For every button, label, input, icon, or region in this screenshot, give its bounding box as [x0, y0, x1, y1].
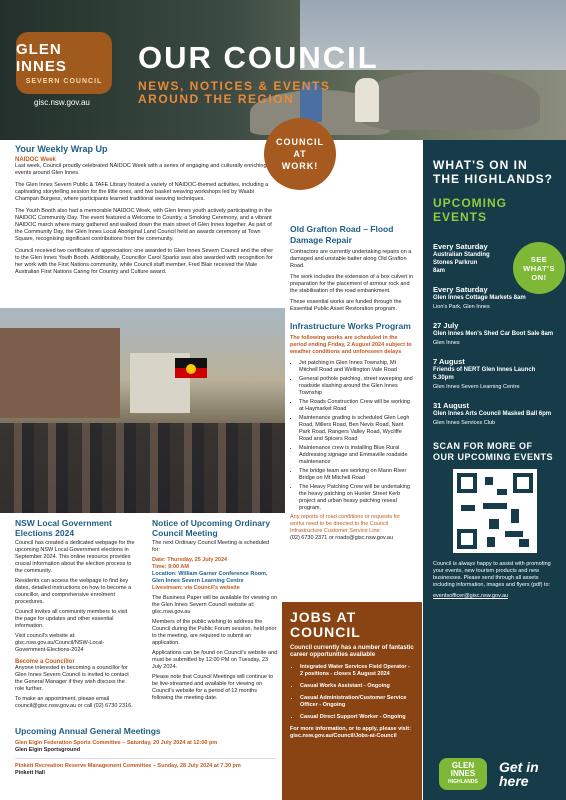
list-item: • Jet patching in Glen Innes Township, Mt Mitchell Road and Wellington Vale Road [299, 360, 415, 374]
meeting-location: Location: William Garner Conference Room, Glen Innes Severn Learning Centre [152, 571, 268, 584]
job-item[interactable]: • Casual Works Assistant - Ongoing [300, 683, 414, 690]
list-item: • The Heavy Patching Crew will be undertaking the heavy patching on Hunter Street Kerb project and urban heavy patching reseal program. [299, 484, 415, 512]
paragraph: The Youth Booth also had a memorable NAIDOC Week, with Glen Innes youth actively participating in the NAIDOC Community Day. The event featured a Welcome to Country, a Smoking Ceremony, and a vibrant NAIDOC march where many gathered and walked down the main street of Glen Innes together. As part of the Community Day, the Glen Innes Local Aboriginal Land Council held an awards ceremony at Town Square, recognising significant contributions from the community. [15, 208, 273, 242]
paragraph: The Business Paper will be available for viewing on the Glen Innes Severn Council website at: gisc.nsw.gov.au [152, 595, 278, 615]
works-list [290, 360, 415, 512]
page-subtitle: NEWS, NOTICES & EVENTS AROUND THE REGION [138, 79, 331, 106]
paragraph: These essential works are funded through the Essential Public Asset Restoration program. [290, 299, 402, 312]
event-item [433, 242, 511, 275]
agm-section [15, 726, 277, 777]
council-logo[interactable] [16, 32, 112, 94]
paragraph: The following works are scheduled in the period ending Friday, 2 August 2024 subject to weather conditions and unforeseen delays [290, 335, 412, 355]
works-column [290, 224, 415, 542]
event-location: Glen Innes [433, 340, 460, 346]
logo-text: GLEN INNES [450, 761, 476, 778]
event-title: Glen Innes Men's Shed Car Boot Sale 8am [433, 331, 554, 337]
paragraph: Any reports of road conditions or requests for works need to be directed to the Council Infrastructure Customer Service Line: [290, 514, 401, 534]
jobs-section [282, 602, 422, 800]
event-location: Glen Innes Services Club [433, 420, 496, 426]
paragraph: Applications can be found on Council's website and must be submitted by 12:00 PM on Tuesday, 23 July 2024. [152, 650, 278, 670]
paragraph: The work includes the extension of a box culvert in preparation for the placement of armour rock and the stabilisation of the road embankment. [290, 274, 414, 294]
agm-item: Pinkett Recreation Reserve Management Committee – Sunday, 28 July 2024 at 7.30 pm [15, 763, 241, 769]
section-heading: NSW Local Government Elections 2024 [15, 518, 112, 538]
list-item: • The Roads Construction Crew will be working at Haymarket Road [299, 399, 415, 413]
section-subheading: NAIDOC Week [15, 157, 56, 163]
flag-sun [186, 364, 196, 374]
event-date: 27 July [433, 321, 459, 330]
logo-subtext: HIGHLANDS [448, 779, 478, 785]
event-location: Lion's Park, Glen Innes [433, 304, 490, 310]
event-date: Every Saturday [433, 285, 488, 294]
paragraph: Council has created a dedicated webpage for the upcoming NSW Local Government elections in September 2024. This online resource provides crucial information about the election process to the community. [15, 540, 135, 574]
section-heading: Upcoming Annual General Meetings [15, 726, 161, 736]
elections-section [15, 518, 135, 710]
events-email-link[interactable]: eventsofficer@gisc.nsw.gov.au [433, 593, 509, 599]
agm-location: Pinkett Hall [15, 770, 45, 776]
building [0, 328, 120, 418]
qr-code[interactable] [453, 469, 537, 553]
job-item[interactable]: • Casual Administration/Customer Service Officer - Ongoing [300, 695, 414, 709]
contact-link[interactable]: (02) 6730 2371 or roads@gisc.nsw.gov.au [290, 535, 394, 541]
job-item[interactable]: • Casual Direct Support Worker - Ongoing [300, 714, 414, 721]
logo-subtext: SEVERN COUNCIL [25, 78, 103, 85]
paragraph: Residents can access the webpage to find key dates, detailed instructions on how to become a councillor, and comprehensive enrolment procedures. [15, 578, 132, 605]
paragraph: Contractors are currently undertaking repairs on a damaged and unstable batter along Old Grafton Road. [290, 249, 412, 269]
event-title: Glen Innes Cottage Markets 8am [433, 295, 526, 301]
event-item [433, 401, 556, 427]
highlands-logo[interactable] [439, 758, 487, 790]
jobs-link[interactable]: For more information, or to apply, please visit: gisc.nsw.gov.au/Council/Jobs-at-Council [290, 726, 411, 739]
meeting-livestream: Livestream: via Council's website [152, 585, 240, 591]
section-heading: Notice of Upcoming Ordinary Council Meeting [152, 518, 271, 538]
meeting-time: Time: 9:00 AM [152, 564, 189, 570]
naidoc-march-photo [0, 308, 285, 513]
paragraph: Last week, Council proudly celebrated NAIDOC Week with a series of engaging and culturally enriching events around Glen Innes. [15, 163, 267, 176]
event-date: 31 August [433, 401, 469, 410]
event-title: Australian Standing Stones Parkrun [433, 252, 490, 266]
list-item: • Maintenance grading is scheduled Glen Legh Road, Millers Road, Ben Nevis Road, Nant Park Road, Rangers Valley Road, Wycliffe Road and Spicers Road [299, 415, 415, 443]
agm-location: Glen Elgin Sportsground [15, 747, 81, 753]
scan-heading: SCAN FOR MORE OF OUR UPCOMING EVENTS [433, 441, 554, 462]
weekly-wrap-section [15, 144, 275, 276]
section-subheading: Become a Councillor [15, 659, 75, 665]
event-item [433, 357, 556, 391]
event-item [433, 321, 556, 347]
paragraph: Please note that Council Meetings will continue to be live-streamed and available for viewing on Council's website for a period of 12 months following the meeting date. [152, 674, 274, 701]
election-link[interactable]: Visit council's website at: gisc.nsw.gov.au/Council/NSW-Local-Government-Elections-2024 [15, 633, 105, 653]
paragraph: Members of the public wishing to address the Council during the Public Forum session, held prior to the meeting, are required to submit an application. [152, 619, 277, 646]
crowd [0, 423, 285, 513]
paragraph: The Glen Innes Severn Public & TAFE Library hosted a variety of NAIDOC-themed activities, including a captivating storytelling session for the little ones, and two basket weaving workshops led by Waabi Champan Burgess, where participants learned traditional weaving techniques. [15, 182, 269, 202]
paragraph: The next Ordinary Council Meeting is scheduled for: [152, 540, 270, 553]
job-item[interactable]: • Integrated Water Services Field Operator - 2 positions - closes 5 August 2024 [300, 664, 414, 678]
council-at-work-badge: COUNCIL AT WORK! [264, 118, 336, 190]
jobs-title: JOBS AT COUNCIL [290, 609, 361, 640]
section-heading: Your Weekly Wrap Up [15, 144, 108, 154]
list-item: • General pothole patching, street sweeping and roadside slashing around the Glen Innes Township [299, 376, 415, 397]
meeting-notice-section [152, 518, 278, 702]
header-banner [0, 0, 566, 140]
rock [360, 70, 540, 130]
section-heading: Infrastructure Works Program [290, 321, 411, 331]
agm-item: Glen Elgin Federation Sports Committee – Saturday, 20 July 2024 at 12:00 pm [15, 740, 218, 746]
event-location: 8am [433, 268, 446, 274]
section-heading: Old Grafton Road – Flood Damage Repair [290, 224, 394, 245]
person [355, 78, 379, 122]
list-item: • The bridge team are working on Mann River Bridge on Mt Mitchell Road [299, 468, 415, 482]
meeting-date: Date: Thursday, 25 July 2024 [152, 557, 228, 563]
website-link[interactable]: gisc.nsw.gov.au [34, 98, 90, 107]
paragraph: Council received two certificates of appreciation: one awarded to Glen Innes Severn Council and the other to the Glen Innes Youth Booth. Additionally, Councillor Carol Sparks was also awarded with recognition for her work with the First Nations community, while Council staff member, Fred Blair received the Male Australian First Nations Caring for Country and Culture award. [15, 248, 274, 275]
event-date: 7 August [433, 357, 465, 366]
event-location: Glen Innes Severn Learning Centre [433, 384, 520, 390]
paragraph: Anyone interested in becoming a councillor for Glen Innes Severn Council is invited to contact the General Manager if they wish discuss the role further. [15, 665, 129, 692]
list-item: • Maintenance crew is installing Blue Rural Addressing signage and Emmaville roadside maintenance [299, 445, 415, 466]
sidebar-title: WHAT'S ON IN THE HIGHLANDS? [433, 158, 553, 186]
page-title: OUR COUNCIL [138, 40, 379, 75]
jobs-list [290, 664, 414, 721]
see-whats-on-badge[interactable]: SEE WHAT'S ON! [513, 242, 565, 294]
event-title: Glen Innes Arts Council Masked Ball 6pm [433, 411, 552, 417]
get-in-here-tagline: Get in here [499, 759, 539, 789]
events-note: Council is always happy to assist with promoting your events, new tourism products and new businesses. Please send through all assets including information, images and flyers (pdf) to: [433, 561, 551, 588]
paragraph: Council invites all community members to visit the page for updates and other essential information. [15, 609, 128, 629]
logo-text: GLEN INNES [16, 41, 67, 75]
event-title: Friends of NERT Glen Innes Launch 5.30pm [433, 367, 536, 381]
event-date: Every Saturday [433, 242, 488, 251]
contact-link[interactable]: To make an appointment, please email council@gisc.nsw.gov.au or call (02) 6730 2316. [15, 696, 133, 709]
upcoming-title: UPCOMING EVENTS [433, 196, 507, 224]
jobs-subtitle: Council currently has a number of fantastic career opportunities available [290, 645, 414, 658]
events-sidebar [423, 140, 566, 800]
